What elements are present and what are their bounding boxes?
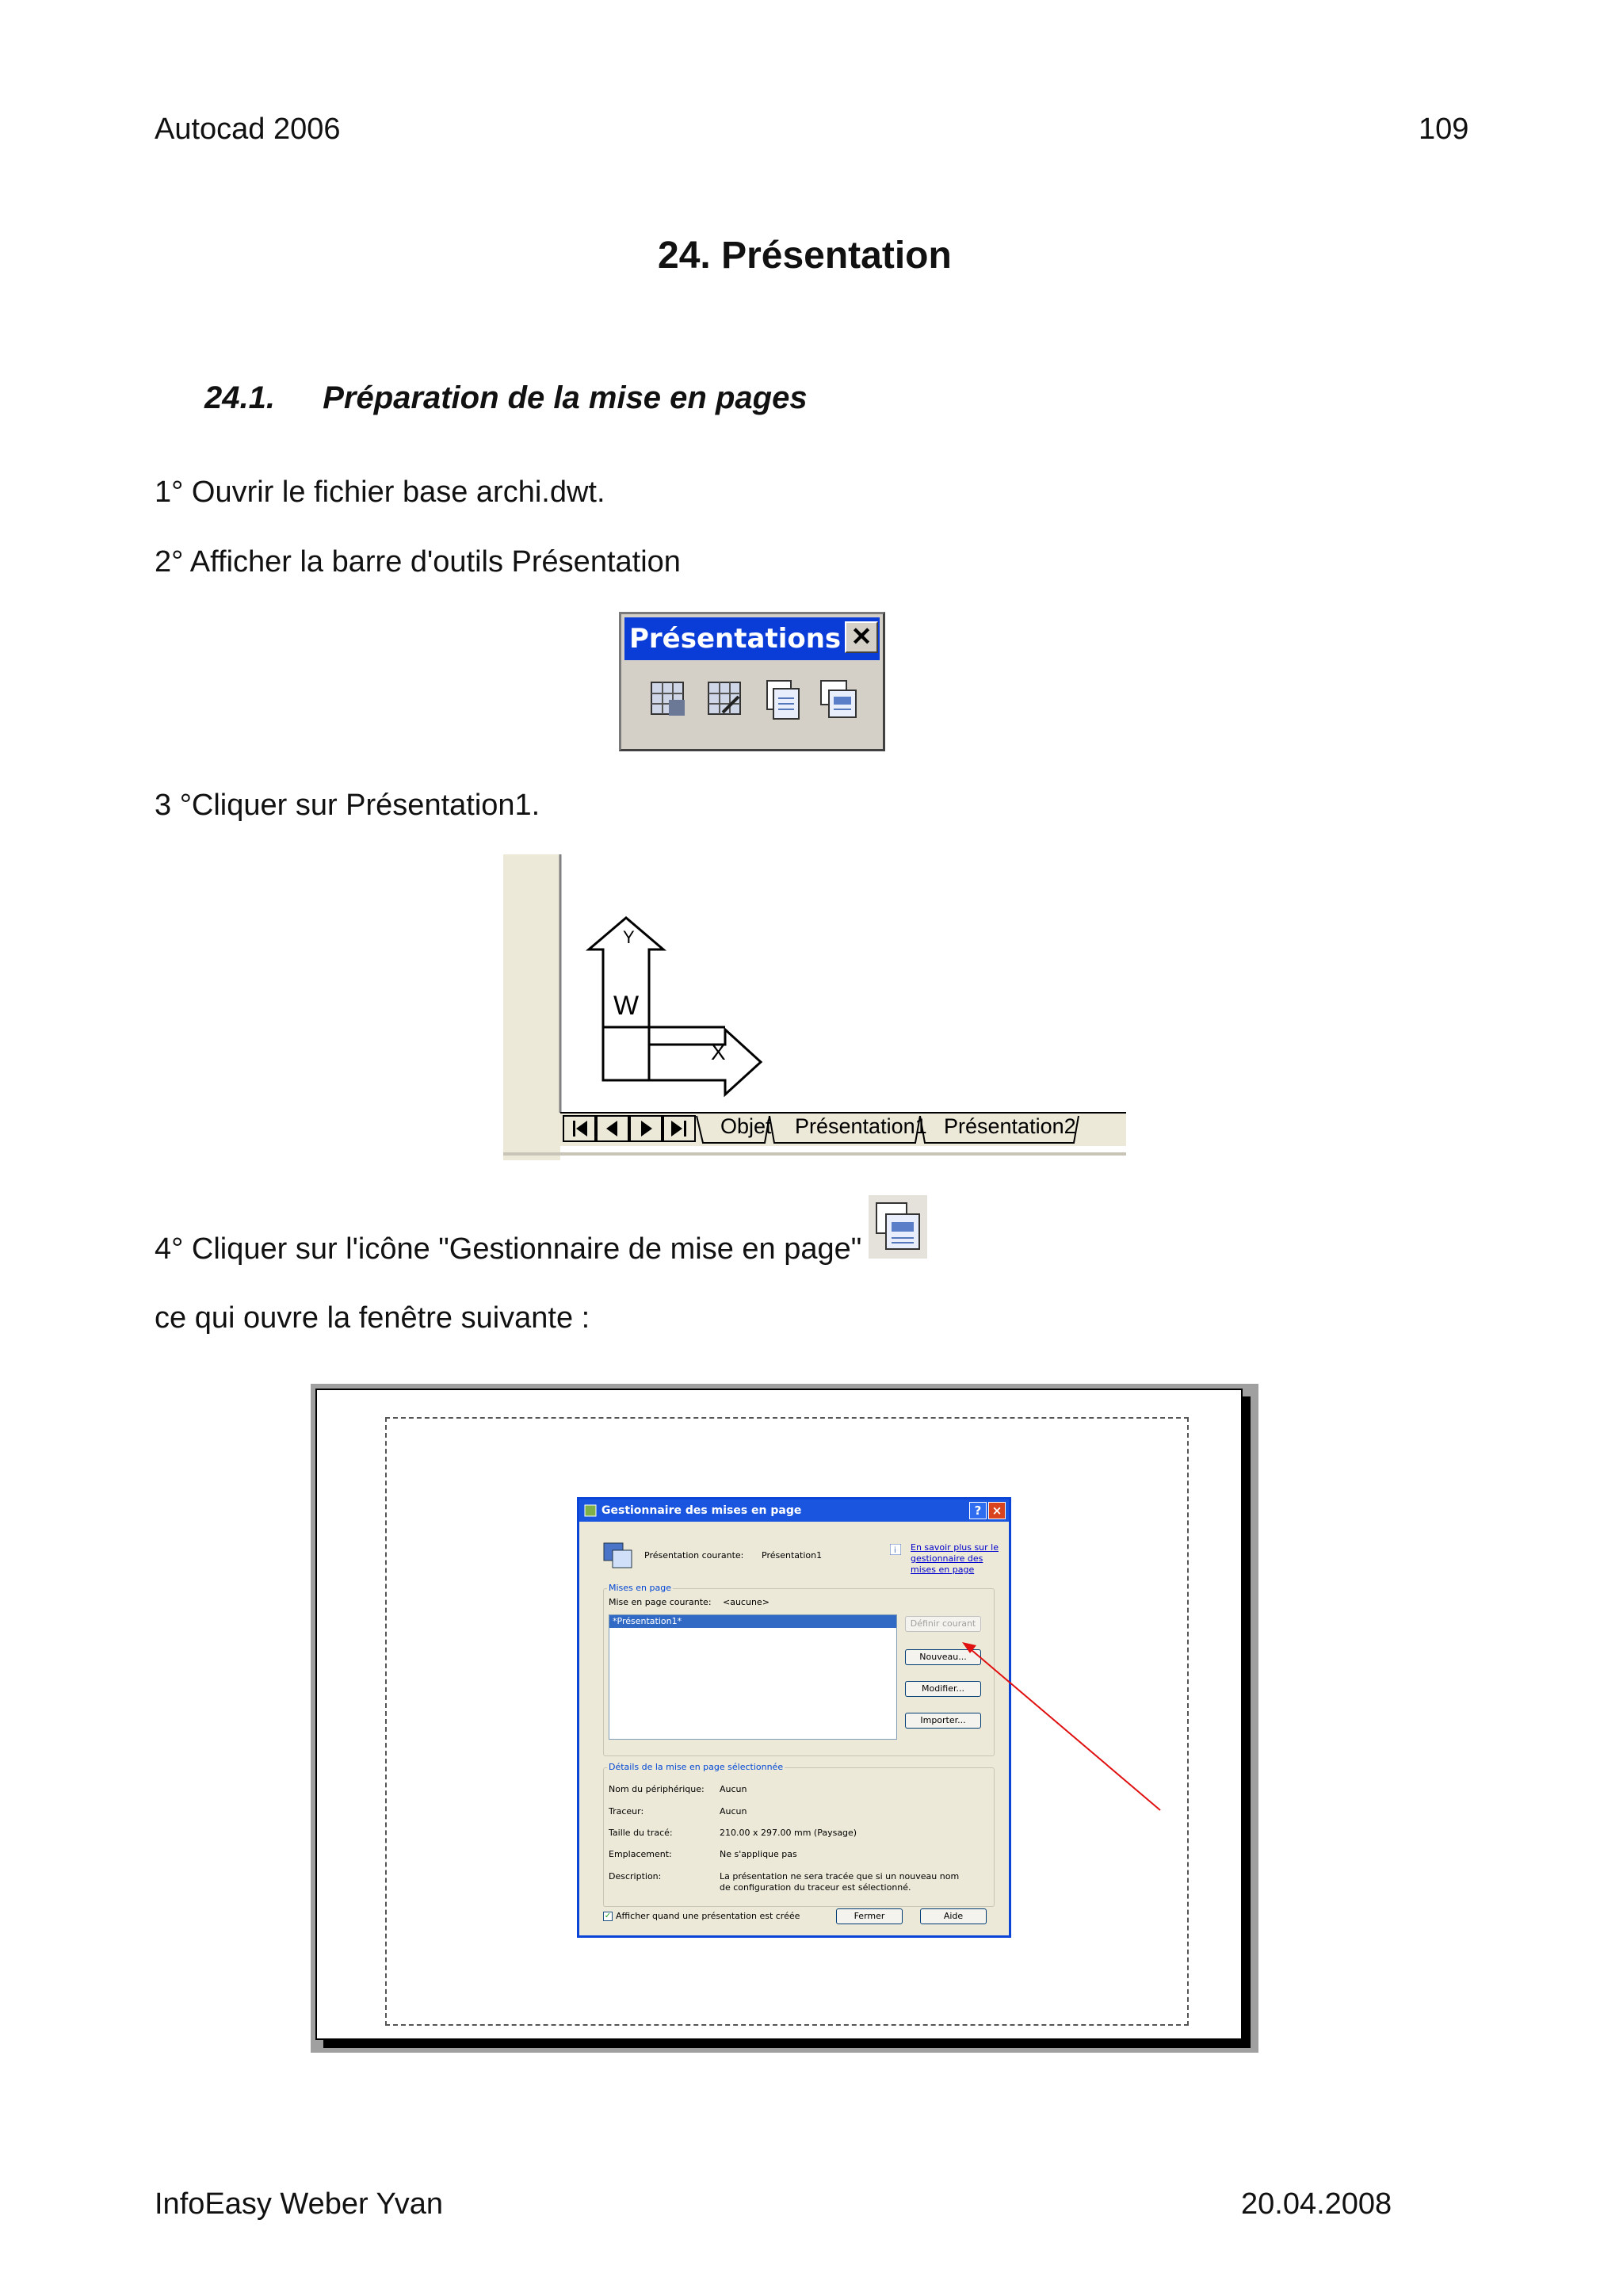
- footer-date: 20.04.2008: [1241, 2187, 1392, 2221]
- ucs-w-label: W: [613, 991, 640, 1021]
- page-number: 109: [1419, 113, 1469, 146]
- toolbar-close-button[interactable]: ✕: [845, 621, 878, 653]
- size-label: Taille du tracé:: [609, 1828, 673, 1838]
- tab-presentation2[interactable]: Présentation2: [944, 1114, 1076, 1138]
- section-text: Préparation de la mise en pages: [323, 380, 808, 415]
- header-left: Autocad 2006: [155, 113, 341, 146]
- help-link-line[interactable]: gestionnaire des: [911, 1553, 983, 1564]
- close-button[interactable]: Fermer: [836, 1908, 903, 1924]
- page-setup-manager-icon: [869, 1195, 927, 1259]
- ucs-figure: [503, 854, 1126, 1160]
- where-value: Ne s'applique pas: [720, 1849, 797, 1859]
- help-link-line[interactable]: En savoir plus sur le: [911, 1542, 999, 1553]
- device-value: Aucun: [720, 1784, 747, 1794]
- current-layout-value: Présentation1: [762, 1550, 823, 1561]
- dialog-screenshot: [311, 1384, 1258, 2053]
- help-button[interactable]: Aide: [920, 1908, 987, 1924]
- import-button[interactable]: Importer...: [905, 1713, 981, 1729]
- close-icon[interactable]: ×: [988, 1502, 1006, 1519]
- step-3: 3 °Cliquer sur Présentation1.: [155, 789, 540, 822]
- current-setup-label: Mise en page courante:: [609, 1597, 712, 1607]
- plotter-label: Traceur:: [609, 1806, 644, 1817]
- section-number: 24.1.: [204, 380, 275, 415]
- chapter-title: 24. Présentation: [658, 235, 952, 277]
- details-group-label: Détails de la mise en page sélectionnée: [609, 1762, 784, 1772]
- new-button[interactable]: Nouveau...: [905, 1649, 981, 1665]
- section-title: [204, 380, 808, 416]
- ucs-y-label: Y: [623, 927, 635, 947]
- tab-objet[interactable]: Objet: [720, 1114, 772, 1138]
- layout-grid-icon[interactable]: [647, 678, 691, 722]
- step-2: 2° Afficher la barre d'outils Présentation: [155, 545, 681, 579]
- current-layout-label: Présentation courante:: [644, 1550, 744, 1561]
- step-4: 4° Cliquer sur l'icône "Gestionnaire de mise en page": [155, 1232, 862, 1266]
- list-item[interactable]: *Présentation1*: [609, 1615, 896, 1628]
- step-1: 1° Ouvrir le fichier base archi.dwt.: [155, 476, 605, 509]
- dialog-titlebar: Gestionnaire des mises en page: [579, 1499, 1009, 1522]
- modify-button[interactable]: Modifier...: [905, 1681, 981, 1697]
- where-label: Emplacement:: [609, 1849, 672, 1859]
- page-setup-icon[interactable]: [761, 678, 805, 722]
- toolbar-title: Présentations: [624, 617, 880, 660]
- step-5: ce qui ouvre la fenêtre suivante :: [155, 1301, 590, 1335]
- description-label: Description:: [609, 1871, 662, 1881]
- presentations-toolbar: [619, 612, 885, 751]
- show-on-create-label: Afficher quand une présentation est créée: [616, 1911, 800, 1921]
- page-preview: [315, 1389, 1243, 2040]
- page-setup-manager-icon[interactable]: [816, 678, 861, 722]
- size-value: 210.00 x 297.00 mm (Paysage): [720, 1828, 857, 1838]
- description-line: de configuration du traceur est sélectionné.: [720, 1882, 911, 1893]
- description-line: La présentation ne sera tracée que si un nouveau nom: [720, 1871, 960, 1881]
- plotter-value: Aucun: [720, 1806, 747, 1817]
- tab-presentation1[interactable]: Présentation1: [795, 1114, 927, 1138]
- show-on-create-checkbox[interactable]: ✓: [604, 1912, 612, 1920]
- page-setup-manager-icon-graphic: [869, 1195, 927, 1259]
- set-current-button[interactable]: Définir courant: [905, 1616, 981, 1632]
- help-link-line[interactable]: mises en page: [911, 1564, 975, 1575]
- footer-left: InfoEasy Weber Yvan: [155, 2187, 444, 2221]
- current-setup-value: <aucune>: [723, 1597, 769, 1607]
- svg-text:i: i: [894, 1546, 896, 1555]
- ucs-x-label: X: [711, 1040, 726, 1064]
- help-icon[interactable]: ?: [969, 1502, 987, 1519]
- annotation-arrow: [317, 1390, 1244, 2042]
- layout-wizard-icon[interactable]: [704, 678, 748, 722]
- device-label: Nom du périphérique:: [609, 1784, 705, 1794]
- page-setups-group-label: Mises en page: [609, 1583, 671, 1593]
